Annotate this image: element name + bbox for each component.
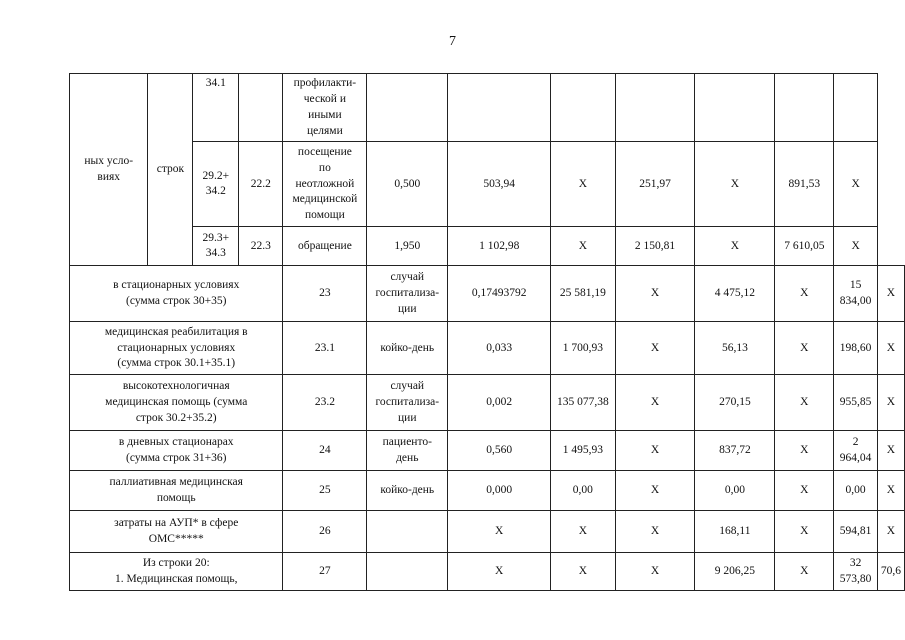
unit-cell: случай госпитализа- ции [367, 266, 448, 322]
unit-cell: посещение по неотложной медицинской помощи [283, 142, 367, 227]
value-cell: 4 475,12 [695, 266, 775, 322]
value-cell: 7 610,05 [775, 227, 834, 266]
value-cell [834, 74, 878, 142]
unit-cell: койко-день [367, 322, 448, 375]
cost-cell: 0,00 [551, 471, 615, 511]
section-label-a: ных усло- виях [70, 74, 148, 266]
cost-cell: 503,94 [448, 142, 551, 227]
value-cell: 594,81 [834, 511, 878, 553]
value-cell: X [615, 266, 695, 322]
unit-cell: пациенто- день [367, 431, 448, 471]
value-cell: X [615, 471, 695, 511]
value-cell: X [775, 266, 834, 322]
value-cell: X [615, 511, 695, 553]
table-row [70, 431, 905, 471]
value-cell: X [775, 322, 834, 375]
value-cell: X [877, 266, 904, 322]
row-number-cell: 23.1 [283, 322, 367, 375]
cost-cell: X [551, 553, 615, 591]
value-cell [695, 74, 775, 142]
norm-cell: X [448, 553, 551, 591]
table-row [70, 553, 905, 591]
norm-cell: 0,033 [448, 322, 551, 375]
value-cell: X [834, 227, 878, 266]
value-cell: X [695, 227, 775, 266]
value-cell: X [834, 142, 878, 227]
table-row [70, 227, 905, 266]
unit-cell: профилакти- ческой и иными целями [283, 74, 367, 142]
cost-cell: 1 495,93 [551, 431, 615, 471]
norm-cell: 1,950 [367, 227, 448, 266]
value-cell: X [551, 142, 615, 227]
table-row [70, 142, 905, 227]
row-number-cell: 24 [283, 431, 367, 471]
value-cell: 56,13 [695, 322, 775, 375]
value-cell: 270,15 [695, 375, 775, 431]
row-number-cell: 23 [283, 266, 367, 322]
value-cell: X [615, 375, 695, 431]
value-cell [615, 74, 695, 142]
row-number-cell: 27 [283, 553, 367, 591]
row-label: Из строки 20: 1. Медицинская помощь, [70, 553, 283, 591]
value-cell: X [775, 375, 834, 431]
ref-cell: 29.2+ 34.2 [193, 142, 239, 227]
unit-cell [367, 553, 448, 591]
cost-cell [448, 74, 551, 142]
cost-cell: 135 077,38 [551, 375, 615, 431]
value-cell: 251,97 [615, 142, 695, 227]
value-cell: X [775, 553, 834, 591]
value-cell [551, 74, 615, 142]
cost-cell: 25 581,19 [551, 266, 615, 322]
row-label: в стационарных условиях (сумма строк 30+35) [70, 266, 283, 322]
value-cell: 9 206,25 [695, 553, 775, 591]
value-cell: 198,60 [834, 322, 878, 375]
unit-cell: койко-день [367, 471, 448, 511]
value-cell: 0,00 [834, 471, 878, 511]
norm-cell: 0,560 [448, 431, 551, 471]
value-cell: X [877, 511, 904, 553]
row-number-cell: 23.2 [283, 375, 367, 431]
row-label: затраты на АУП* в сфере ОМС***** [70, 511, 283, 553]
row-label: медицинская реабилитация в стационарных условиях (сумма строк 30.1+35.1) [70, 322, 283, 375]
value-cell: X [775, 511, 834, 553]
value-cell: X [615, 431, 695, 471]
norm-cell: 0,000 [448, 471, 551, 511]
row-number-cell: 22.2 [239, 142, 283, 227]
table-row [70, 511, 905, 553]
value-cell: X [775, 431, 834, 471]
table-row [70, 266, 905, 322]
cost-cell: 1 700,93 [551, 322, 615, 375]
norm-cell: 0,500 [367, 142, 448, 227]
ref-cell: 29.3+ 34.3 [193, 227, 239, 266]
value-cell: 2 964,04 [834, 431, 878, 471]
unit-cell: случай госпитализа- ции [367, 375, 448, 431]
value-cell [775, 74, 834, 142]
value-cell: 32 573,80 [834, 553, 878, 591]
table-row [70, 375, 905, 431]
row-number-cell: 22.3 [239, 227, 283, 266]
row-label: высокотехнологичная медицинская помощь (сумма строк 30.2+35.2) [70, 375, 283, 431]
value-cell: X [695, 142, 775, 227]
value-cell: X [615, 553, 695, 591]
unit-cell: обращение [283, 227, 367, 266]
section-label-b: строк [148, 74, 193, 266]
cost-table [69, 73, 905, 591]
row-number-cell [239, 74, 283, 142]
page-number: 7 [449, 34, 456, 49]
norm-cell: X [448, 511, 551, 553]
table-row [70, 471, 905, 511]
value-cell: X [877, 471, 904, 511]
table-row [70, 74, 905, 142]
value-cell: X [877, 322, 904, 375]
value-cell: 70,6 [877, 553, 904, 591]
row-number-cell: 26 [283, 511, 367, 553]
cost-cell: 1 102,98 [448, 227, 551, 266]
row-label: в дневных стационарах (сумма строк 31+36) [70, 431, 283, 471]
ref-cell: 34.1 [193, 74, 239, 142]
value-cell: 168,11 [695, 511, 775, 553]
value-cell: 2 150,81 [615, 227, 695, 266]
value-cell: 15 834,00 [834, 266, 878, 322]
value-cell: X [877, 431, 904, 471]
norm-cell: 0,17493792 [448, 266, 551, 322]
norm-cell: 0,002 [448, 375, 551, 431]
row-number-cell: 25 [283, 471, 367, 511]
value-cell: 891,53 [775, 142, 834, 227]
value-cell: 837,72 [695, 431, 775, 471]
norm-cell [367, 74, 448, 142]
table-row [70, 322, 905, 375]
row-label: паллиативная медицинская помощь [70, 471, 283, 511]
value-cell: X [877, 375, 904, 431]
value-cell: X [775, 471, 834, 511]
unit-cell [367, 511, 448, 553]
value-cell: 955,85 [834, 375, 878, 431]
value-cell: X [615, 322, 695, 375]
value-cell: X [551, 227, 615, 266]
cost-cell: X [551, 511, 615, 553]
value-cell: 0,00 [695, 471, 775, 511]
